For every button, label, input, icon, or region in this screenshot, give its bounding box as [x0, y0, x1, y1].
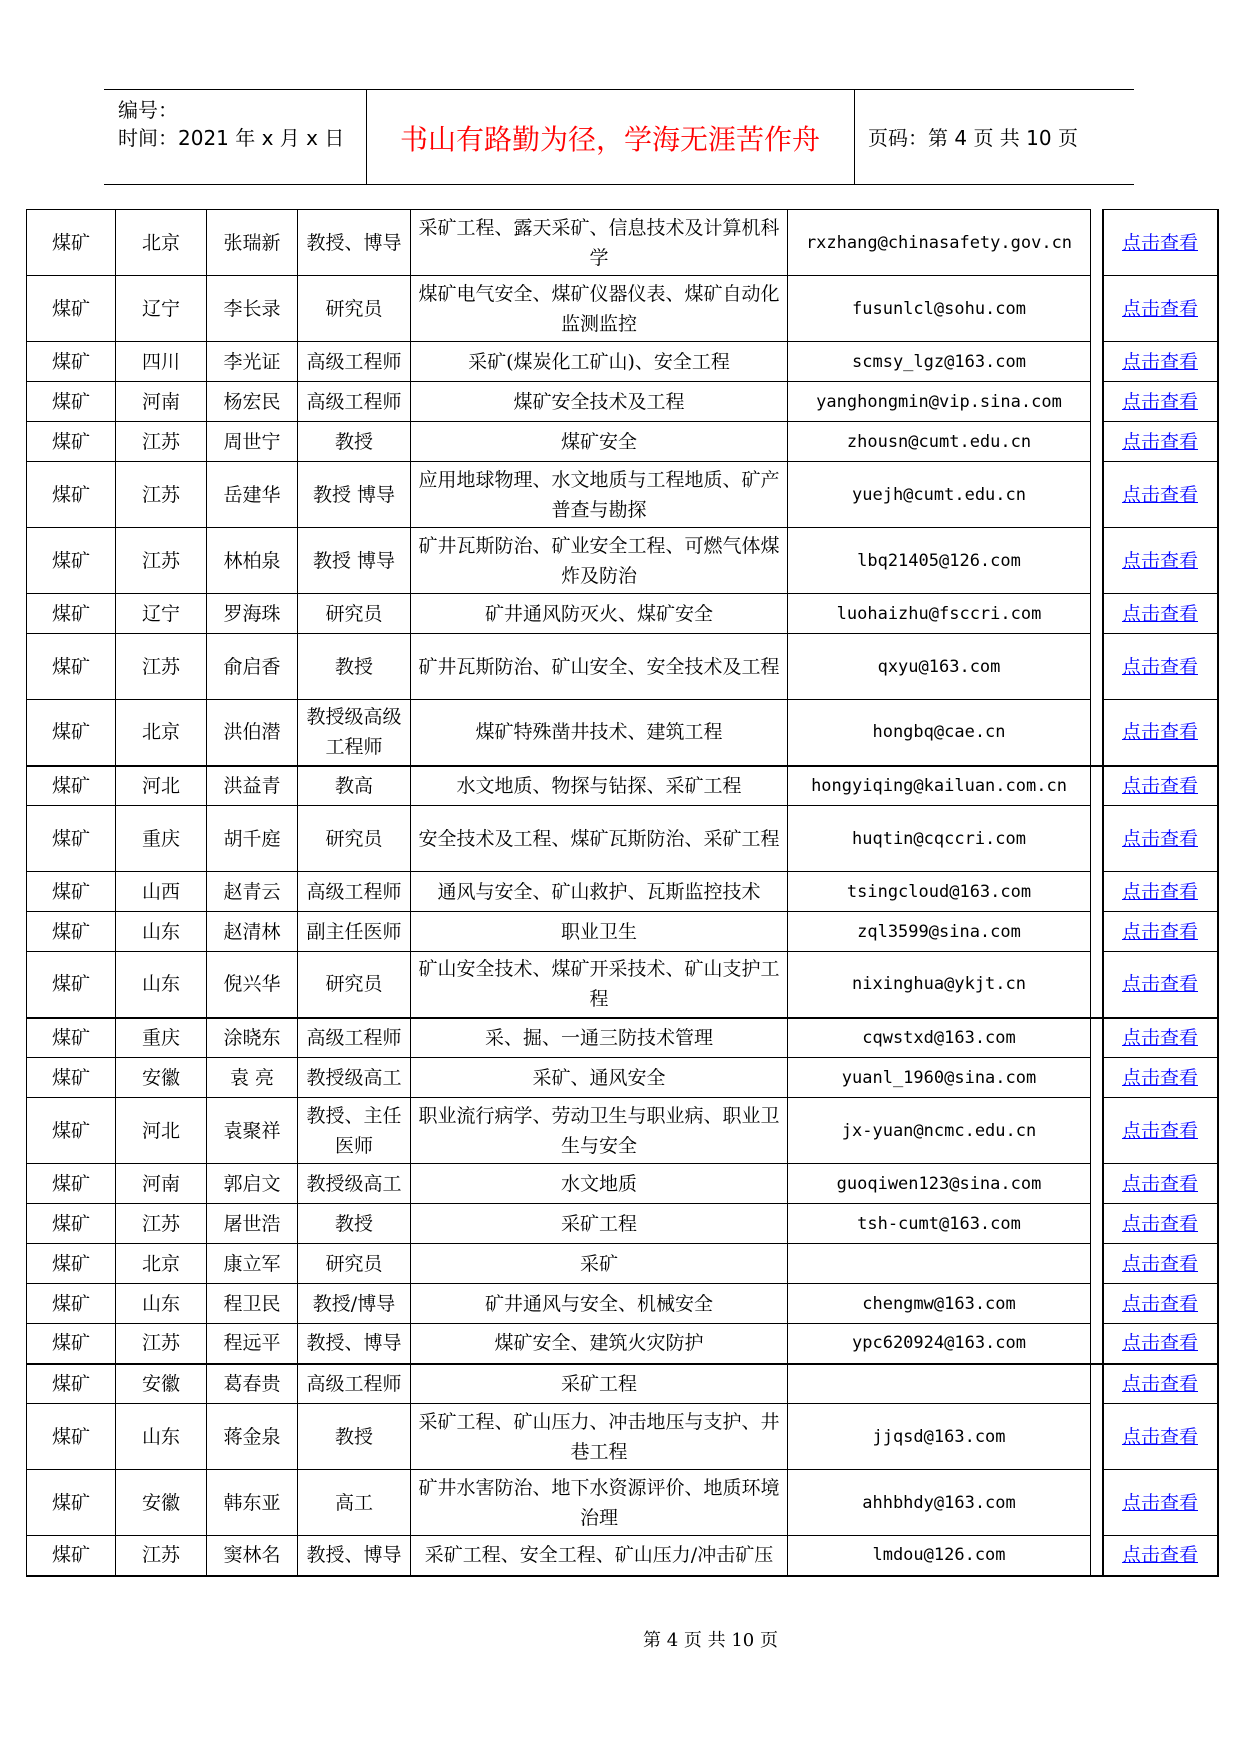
cell-province: 重庆: [116, 1018, 207, 1058]
cell-name: 涂晓东: [207, 1018, 298, 1058]
cell-name: 葛春贵: [207, 1364, 298, 1404]
cell-specialty: 采矿工程、安全工程、矿山压力/冲击矿压: [411, 1536, 788, 1576]
cell-specialty: 采、掘、一通三防技术管理: [411, 1018, 788, 1058]
cell-province: 重庆: [116, 806, 207, 872]
cell-link: [1103, 766, 1218, 806]
cell-name: 俞启香: [207, 634, 298, 700]
cell-title: 教授级高工: [298, 1058, 411, 1098]
table-row: [27, 594, 1218, 634]
cell-specialty: 矿山安全技术、煤矿开采技术、矿山支护工程: [411, 952, 788, 1018]
cell-name: 韩东亚: [207, 1470, 298, 1536]
cell-name: 袁 亮: [207, 1058, 298, 1098]
cell-name: 赵清林: [207, 912, 298, 952]
cell-field: 煤矿: [27, 1164, 116, 1204]
cell-email: hongbq@cae.cn: [788, 700, 1091, 766]
cell-email: rxzhang@chinasafety.gov.cn: [788, 210, 1091, 276]
view-details-link[interactable]: 点击查看: [1121, 350, 1198, 373]
cell-name: 郭启文: [207, 1164, 298, 1204]
cell-email: yuanl_1960@sina.com: [788, 1058, 1091, 1098]
cell-province: 山东: [116, 1284, 207, 1324]
table-row: [27, 1058, 1218, 1098]
cell-field: 煤矿: [27, 210, 116, 276]
expert-table: [26, 209, 1219, 1577]
cell-link: [1103, 1284, 1218, 1324]
cell-name: 杨宏民: [207, 382, 298, 422]
cell-email: [788, 1364, 1091, 1404]
cell-name: 屠世浩: [207, 1204, 298, 1244]
cell-spacer: [1091, 1284, 1103, 1324]
cell-email: yuejh@cumt.edu.cn: [788, 462, 1091, 528]
cell-field: 煤矿: [27, 872, 116, 912]
view-details-link[interactable]: 点击查看: [1121, 827, 1198, 850]
cell-link: [1103, 872, 1218, 912]
cell-specialty: 矿井通风防灭火、煤矿安全: [411, 594, 788, 634]
cell-specialty: 安全技术及工程、煤矿瓦斯防治、采矿工程: [411, 806, 788, 872]
cell-specialty: 水文地质: [411, 1164, 788, 1204]
cell-specialty: 煤矿安全: [411, 422, 788, 462]
view-details-link[interactable]: 点击查看: [1121, 1544, 1198, 1567]
cell-title: 教授、博导: [298, 1324, 411, 1364]
cell-spacer: [1091, 1364, 1103, 1404]
cell-field: 煤矿: [27, 1536, 116, 1576]
cell-link: [1103, 528, 1218, 594]
cell-link: [1103, 912, 1218, 952]
view-details-link[interactable]: 点击查看: [1121, 1026, 1198, 1049]
cell-title: 教高: [298, 766, 411, 806]
cell-province: 江苏: [116, 1204, 207, 1244]
cell-province: 山东: [116, 912, 207, 952]
cell-title: 高级工程师: [298, 382, 411, 422]
cell-title: 教授 博导: [298, 462, 411, 528]
cell-link: [1103, 594, 1218, 634]
view-details-link[interactable]: 点击查看: [1121, 1292, 1198, 1315]
cell-spacer: [1091, 382, 1103, 422]
cell-title: 高级工程师: [298, 1018, 411, 1058]
cell-field: 煤矿: [27, 634, 116, 700]
cell-spacer: [1091, 1204, 1103, 1244]
cell-link: [1103, 1204, 1218, 1244]
view-details-link[interactable]: 点击查看: [1121, 549, 1198, 572]
cell-email: chengmw@163.com: [788, 1284, 1091, 1324]
view-details-link[interactable]: 点击查看: [1121, 1332, 1198, 1355]
cell-name: 林柏泉: [207, 528, 298, 594]
cell-specialty: 通风与安全、矿山救护、瓦斯监控技术: [411, 872, 788, 912]
cell-link: [1103, 422, 1218, 462]
view-details-link[interactable]: 点击查看: [1121, 721, 1198, 744]
cell-email: huqtin@cqccri.com: [788, 806, 1091, 872]
cell-spacer: [1091, 806, 1103, 872]
table-row: [27, 1018, 1218, 1058]
cell-field: 煤矿: [27, 912, 116, 952]
view-details-link[interactable]: 点击查看: [1121, 973, 1198, 996]
table-row: [27, 766, 1218, 806]
view-details-link[interactable]: 点击查看: [1121, 655, 1198, 678]
page-footer: 第 4 页 共 10 页: [643, 1630, 778, 1651]
view-details-link[interactable]: 点击查看: [1121, 920, 1198, 943]
header-page-number: 页码：第 4 页 共 10 页: [868, 126, 1078, 150]
cell-title: 高级工程师: [298, 872, 411, 912]
cell-title: 研究员: [298, 806, 411, 872]
cell-link: [1103, 1324, 1218, 1364]
header-left-cell: [104, 90, 367, 184]
cell-province: 河南: [116, 382, 207, 422]
cell-province: 山东: [116, 952, 207, 1018]
cell-specialty: 采矿、通风安全: [411, 1058, 788, 1098]
cell-name: 康立军: [207, 1244, 298, 1284]
cell-name: 李光证: [207, 342, 298, 382]
cell-name: 胡千庭: [207, 806, 298, 872]
view-details-link[interactable]: 点击查看: [1121, 1252, 1198, 1275]
view-details-link[interactable]: 点击查看: [1121, 1212, 1198, 1235]
cell-title: 副主任医师: [298, 912, 411, 952]
cell-specialty: 职业流行病学、劳动卫生与职业病、职业卫生与安全: [411, 1098, 788, 1164]
document-number-label: 编号：: [118, 98, 178, 122]
cell-province: 河南: [116, 1164, 207, 1204]
cell-link: [1103, 1164, 1218, 1204]
cell-link: [1103, 382, 1218, 422]
cell-province: 江苏: [116, 634, 207, 700]
table-row: [27, 1470, 1218, 1536]
cell-field: 煤矿: [27, 806, 116, 872]
cell-specialty: 采矿工程: [411, 1364, 788, 1404]
table-row: [27, 1098, 1218, 1164]
view-details-link[interactable]: 点击查看: [1121, 1491, 1198, 1514]
cell-province: 江苏: [116, 1536, 207, 1576]
cell-specialty: 矿井通风与安全、机械安全: [411, 1284, 788, 1324]
cell-province: 安徽: [116, 1364, 207, 1404]
header-page-cell: [854, 90, 1134, 184]
cell-province: 江苏: [116, 422, 207, 462]
cell-field: 煤矿: [27, 1364, 116, 1404]
cell-name: 李长录: [207, 276, 298, 342]
cell-title: 教授 博导: [298, 528, 411, 594]
cell-province: 河北: [116, 1098, 207, 1164]
view-details-link[interactable]: 点击查看: [1121, 483, 1198, 506]
cell-field: 煤矿: [27, 1284, 116, 1324]
cell-field: 煤矿: [27, 342, 116, 382]
view-details-link[interactable]: 点击查看: [1121, 430, 1198, 453]
table-row: [27, 1284, 1218, 1324]
header-motto-cell: [366, 90, 855, 184]
cell-field: 煤矿: [27, 1098, 116, 1164]
cell-name: 岳建华: [207, 462, 298, 528]
view-details-link[interactable]: 点击查看: [1121, 1372, 1198, 1395]
table-row: [27, 700, 1218, 766]
cell-spacer: [1091, 1536, 1103, 1576]
header-motto: 书山有路勤为径，学海无涯苦作舟: [399, 123, 820, 156]
cell-specialty: 矿井瓦斯防治、矿山安全、安全技术及工程: [411, 634, 788, 700]
cell-spacer: [1091, 700, 1103, 766]
table-row: [27, 872, 1218, 912]
cell-specialty: 采矿(煤炭化工矿山)、安全工程: [411, 342, 788, 382]
cell-spacer: [1091, 766, 1103, 806]
cell-email: zhousn@cumt.edu.cn: [788, 422, 1091, 462]
view-details-link[interactable]: 点击查看: [1121, 1119, 1198, 1142]
cell-field: 煤矿: [27, 1204, 116, 1244]
cell-title: 高工: [298, 1470, 411, 1536]
cell-province: 山东: [116, 1404, 207, 1470]
table-row: [27, 462, 1218, 528]
view-details-link[interactable]: 点击查看: [1121, 1172, 1198, 1195]
cell-email: qxyu@163.com: [788, 634, 1091, 700]
cell-spacer: [1091, 1470, 1103, 1536]
cell-email: hongyiqing@kailuan.com.cn: [788, 766, 1091, 806]
cell-title: 教授/博导: [298, 1284, 411, 1324]
document-time-label: 时间：2021 年 x 月 x 日: [118, 126, 345, 150]
cell-field: 煤矿: [27, 1404, 116, 1470]
cell-specialty: 采矿工程、矿山压力、冲击地压与支护、井巷工程: [411, 1404, 788, 1470]
table-row: [27, 1244, 1218, 1284]
table-row: [27, 912, 1218, 952]
table-row: [27, 422, 1218, 462]
cell-spacer: [1091, 952, 1103, 1018]
view-details-link[interactable]: 点击查看: [1121, 390, 1198, 413]
cell-email: jx-yuan@ncmc.edu.cn: [788, 1098, 1091, 1164]
cell-name: 罗海珠: [207, 594, 298, 634]
cell-link: [1103, 634, 1218, 700]
cell-specialty: 职业卫生: [411, 912, 788, 952]
cell-field: 煤矿: [27, 276, 116, 342]
cell-title: 研究员: [298, 276, 411, 342]
cell-title: 教授: [298, 1404, 411, 1470]
table-row: [27, 528, 1218, 594]
cell-link: [1103, 1364, 1218, 1404]
cell-province: 辽宁: [116, 594, 207, 634]
cell-field: 煤矿: [27, 1470, 116, 1536]
cell-link: [1103, 276, 1218, 342]
cell-title: 研究员: [298, 594, 411, 634]
cell-title: 教授、主任医师: [298, 1098, 411, 1164]
cell-spacer: [1091, 1164, 1103, 1204]
cell-name: 袁聚祥: [207, 1098, 298, 1164]
cell-email: cqwstxd@163.com: [788, 1018, 1091, 1058]
cell-field: 煤矿: [27, 766, 116, 806]
cell-link: [1103, 342, 1218, 382]
cell-specialty: 煤矿电气安全、煤矿仪器仪表、煤矿自动化监测监控: [411, 276, 788, 342]
cell-link: [1103, 1018, 1218, 1058]
cell-title: 教授级高级工程师: [298, 700, 411, 766]
cell-province: 江苏: [116, 528, 207, 594]
cell-specialty: 水文地质、物探与钻探、采矿工程: [411, 766, 788, 806]
cell-field: 煤矿: [27, 462, 116, 528]
cell-name: 倪兴华: [207, 952, 298, 1018]
cell-link: [1103, 1470, 1218, 1536]
cell-name: 洪益青: [207, 766, 298, 806]
cell-link: [1103, 700, 1218, 766]
cell-field: 煤矿: [27, 1018, 116, 1058]
cell-province: 安徽: [116, 1470, 207, 1536]
cell-field: 煤矿: [27, 700, 116, 766]
cell-name: 蒋金泉: [207, 1404, 298, 1470]
cell-spacer: [1091, 634, 1103, 700]
cell-specialty: 矿井瓦斯防治、矿业安全工程、可燃气体煤炸及防治: [411, 528, 788, 594]
cell-email: luohaizhu@fsccri.com: [788, 594, 1091, 634]
cell-spacer: [1091, 1404, 1103, 1470]
cell-field: 煤矿: [27, 1058, 116, 1098]
cell-link: [1103, 1244, 1218, 1284]
cell-name: 窦林名: [207, 1536, 298, 1576]
table-row: [27, 382, 1218, 422]
cell-email: yanghongmin@vip.sina.com: [788, 382, 1091, 422]
table-row: [27, 1204, 1218, 1244]
view-details-link[interactable]: 点击查看: [1121, 1425, 1198, 1448]
cell-title: 教授: [298, 422, 411, 462]
view-details-link[interactable]: 点击查看: [1121, 880, 1198, 903]
cell-province: 山西: [116, 872, 207, 912]
view-details-link[interactable]: 点击查看: [1121, 1066, 1198, 1089]
cell-spacer: [1091, 462, 1103, 528]
expert-table-body: [27, 210, 1218, 1576]
cell-title: 研究员: [298, 952, 411, 1018]
cell-email: [788, 1244, 1091, 1284]
cell-title: 教授: [298, 1204, 411, 1244]
view-details-link[interactable]: 点击查看: [1121, 602, 1198, 625]
cell-link: [1103, 952, 1218, 1018]
cell-specialty: 采矿工程: [411, 1204, 788, 1244]
cell-province: 北京: [116, 210, 207, 276]
cell-specialty: 矿井水害防治、地下水资源评价、地质环境治理: [411, 1470, 788, 1536]
table-row: [27, 1536, 1218, 1576]
cell-name: 程远平: [207, 1324, 298, 1364]
cell-email: nixinghua@ykjt.cn: [788, 952, 1091, 1018]
cell-link: [1103, 210, 1218, 276]
cell-email: tsingcloud@163.com: [788, 872, 1091, 912]
cell-province: 河北: [116, 766, 207, 806]
table-row: [27, 1364, 1218, 1404]
cell-link: [1103, 462, 1218, 528]
cell-link: [1103, 1404, 1218, 1470]
cell-province: 辽宁: [116, 276, 207, 342]
cell-province: 四川: [116, 342, 207, 382]
cell-title: 教授: [298, 634, 411, 700]
cell-spacer: [1091, 1058, 1103, 1098]
cell-province: 江苏: [116, 462, 207, 528]
cell-province: 江苏: [116, 1324, 207, 1364]
table-row: [27, 1324, 1218, 1364]
cell-name: 周世宁: [207, 422, 298, 462]
cell-specialty: 煤矿安全、建筑火灾防护: [411, 1324, 788, 1364]
cell-title: 教授、博导: [298, 1536, 411, 1576]
cell-province: 北京: [116, 1244, 207, 1284]
cell-spacer: [1091, 912, 1103, 952]
cell-title: 研究员: [298, 1244, 411, 1284]
cell-specialty: 煤矿特殊凿井技术、建筑工程: [411, 700, 788, 766]
table-row: [27, 1404, 1218, 1470]
cell-title: 高级工程师: [298, 1364, 411, 1404]
cell-spacer: [1091, 872, 1103, 912]
cell-field: 煤矿: [27, 952, 116, 1018]
cell-email: scmsy_lgz@163.com: [788, 342, 1091, 382]
table-row: [27, 806, 1218, 872]
cell-link: [1103, 1098, 1218, 1164]
cell-email: jjqsd@163.com: [788, 1404, 1091, 1470]
cell-province: 安徽: [116, 1058, 207, 1098]
table-row: [27, 276, 1218, 342]
cell-field: 煤矿: [27, 422, 116, 462]
table-row: [27, 1164, 1218, 1204]
cell-title: 教授、博导: [298, 210, 411, 276]
cell-email: ypc620924@163.com: [788, 1324, 1091, 1364]
cell-name: 赵青云: [207, 872, 298, 912]
cell-email: tsh-cumt@163.com: [788, 1204, 1091, 1244]
cell-specialty: 煤矿安全技术及工程: [411, 382, 788, 422]
cell-spacer: [1091, 276, 1103, 342]
cell-spacer: [1091, 422, 1103, 462]
cell-email: lbq21405@126.com: [788, 528, 1091, 594]
cell-specialty: 采矿: [411, 1244, 788, 1284]
view-details-link[interactable]: 点击查看: [1121, 231, 1198, 254]
cell-link: [1103, 1536, 1218, 1576]
page-header: [104, 89, 1134, 185]
cell-link: [1103, 1058, 1218, 1098]
cell-spacer: [1091, 1244, 1103, 1284]
cell-field: 煤矿: [27, 594, 116, 634]
cell-specialty: 应用地球物理、水文地质与工程地质、矿产普查与勘探: [411, 462, 788, 528]
cell-email: ahhbhdy@163.com: [788, 1470, 1091, 1536]
cell-title: 教授级高工: [298, 1164, 411, 1204]
cell-spacer: [1091, 342, 1103, 382]
cell-spacer: [1091, 1098, 1103, 1164]
cell-email: lmdou@126.com: [788, 1536, 1091, 1576]
cell-link: [1103, 806, 1218, 872]
cell-spacer: [1091, 210, 1103, 276]
view-details-link[interactable]: 点击查看: [1121, 297, 1198, 320]
table-row: [27, 210, 1218, 276]
cell-specialty: 采矿工程、露天采矿、信息技术及计算机科学: [411, 210, 788, 276]
cell-email: zql3599@sina.com: [788, 912, 1091, 952]
cell-name: 张瑞新: [207, 210, 298, 276]
cell-field: 煤矿: [27, 528, 116, 594]
cell-spacer: [1091, 594, 1103, 634]
cell-name: 洪伯潜: [207, 700, 298, 766]
cell-email: guoqiwen123@sina.com: [788, 1164, 1091, 1204]
cell-spacer: [1091, 1324, 1103, 1364]
cell-name: 程卫民: [207, 1284, 298, 1324]
table-row: [27, 952, 1218, 1018]
table-row: [27, 634, 1218, 700]
cell-title: 高级工程师: [298, 342, 411, 382]
cell-email: fusunlcl@sohu.com: [788, 276, 1091, 342]
view-details-link[interactable]: 点击查看: [1121, 774, 1198, 797]
cell-spacer: [1091, 1018, 1103, 1058]
cell-spacer: [1091, 528, 1103, 594]
cell-field: 煤矿: [27, 1324, 116, 1364]
table-row: [27, 342, 1218, 382]
cell-province: 北京: [116, 700, 207, 766]
cell-field: 煤矿: [27, 382, 116, 422]
cell-field: 煤矿: [27, 1244, 116, 1284]
